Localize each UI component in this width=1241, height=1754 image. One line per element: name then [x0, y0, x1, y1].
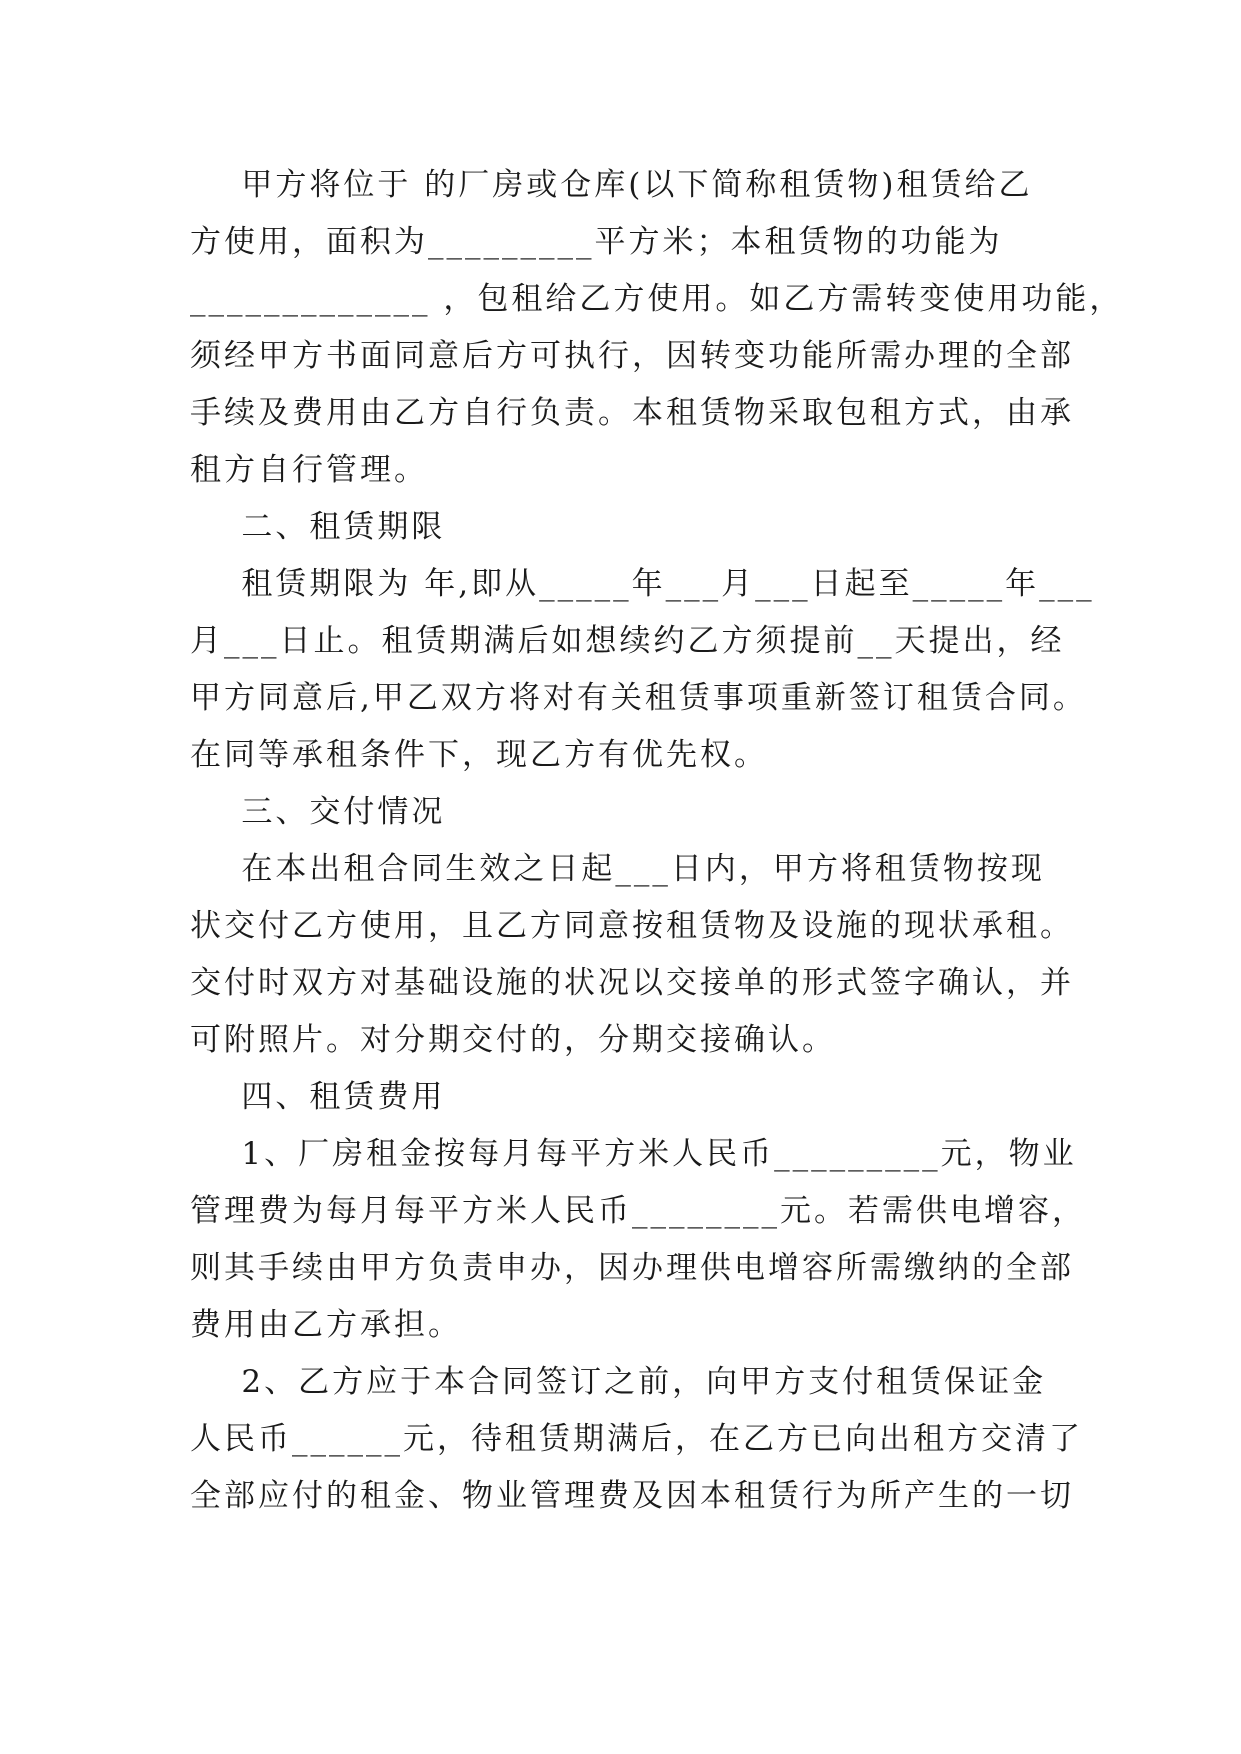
text-line: 2、乙方应于本合同签订之前，向甲方支付租赁保证金: [190, 1364, 1047, 1400]
text-line: 可附照片。对分期交付的，分期交接确认。: [190, 1022, 836, 1058]
text-line: 交付时双方对基础设施的状况以交接单的形式签字确认，并: [190, 965, 1074, 1001]
text-line: 方使用，面积为_________平方米；本租赁物的功能为: [190, 224, 1003, 260]
text-line: 费用由乙方承担。: [190, 1307, 462, 1343]
text-line: 则其手续由甲方负责申办，因办理供电增容所需缴纳的全部: [190, 1250, 1074, 1286]
text-line: 管理费为每月每平方米人民币________元。若需供电增容，: [190, 1193, 1086, 1229]
text-line: 月___日止。租赁期满后如想续约乙方须提前__天提出，经: [190, 623, 1065, 659]
contract-body: [190, 157, 1124, 1525]
text-line: 甲方同意后,甲乙双方将对有关租赁事项重新签订租赁合同。: [190, 680, 1087, 716]
section-heading: 三、交付情况: [190, 794, 446, 830]
text-line: 在本出租合同生效之日起___日内，甲方将租赁物按现: [190, 851, 1045, 887]
section-heading: 二、租赁期限: [190, 509, 446, 545]
text-line: 人民币______元，待租赁期满后，在乙方已向出租方交清了: [190, 1421, 1083, 1457]
text-line: _____________ ，包租给乙方使用。如乙方需转变使用功能，: [190, 281, 1124, 317]
text-line: 租赁期限为 年,即从_____年___月___日起至_____年___: [190, 566, 1095, 602]
text-line: 甲方将位于 的厂房或仓库(以下简称租赁物)租赁给乙: [190, 167, 1033, 203]
text-line: 状交付乙方使用，且乙方同意按租赁物及设施的现状承租。: [190, 908, 1074, 944]
text-line: 须经甲方书面同意后方可执行，因转变功能所需办理的全部: [190, 338, 1074, 374]
text-line: 手续及费用由乙方自行负责。本租赁物采取包租方式，由承: [190, 395, 1074, 431]
text-line: 1、厂房租金按每月每平方米人民币_________元，物业: [190, 1136, 1077, 1172]
text-line: 全部应付的租金、物业管理费及因本租赁行为所产生的一切: [190, 1478, 1074, 1514]
text-line: 在同等承租条件下，现乙方有优先权。: [190, 737, 768, 773]
text-line: 租方自行管理。: [190, 452, 428, 488]
section-heading: 四、租赁费用: [190, 1079, 446, 1115]
